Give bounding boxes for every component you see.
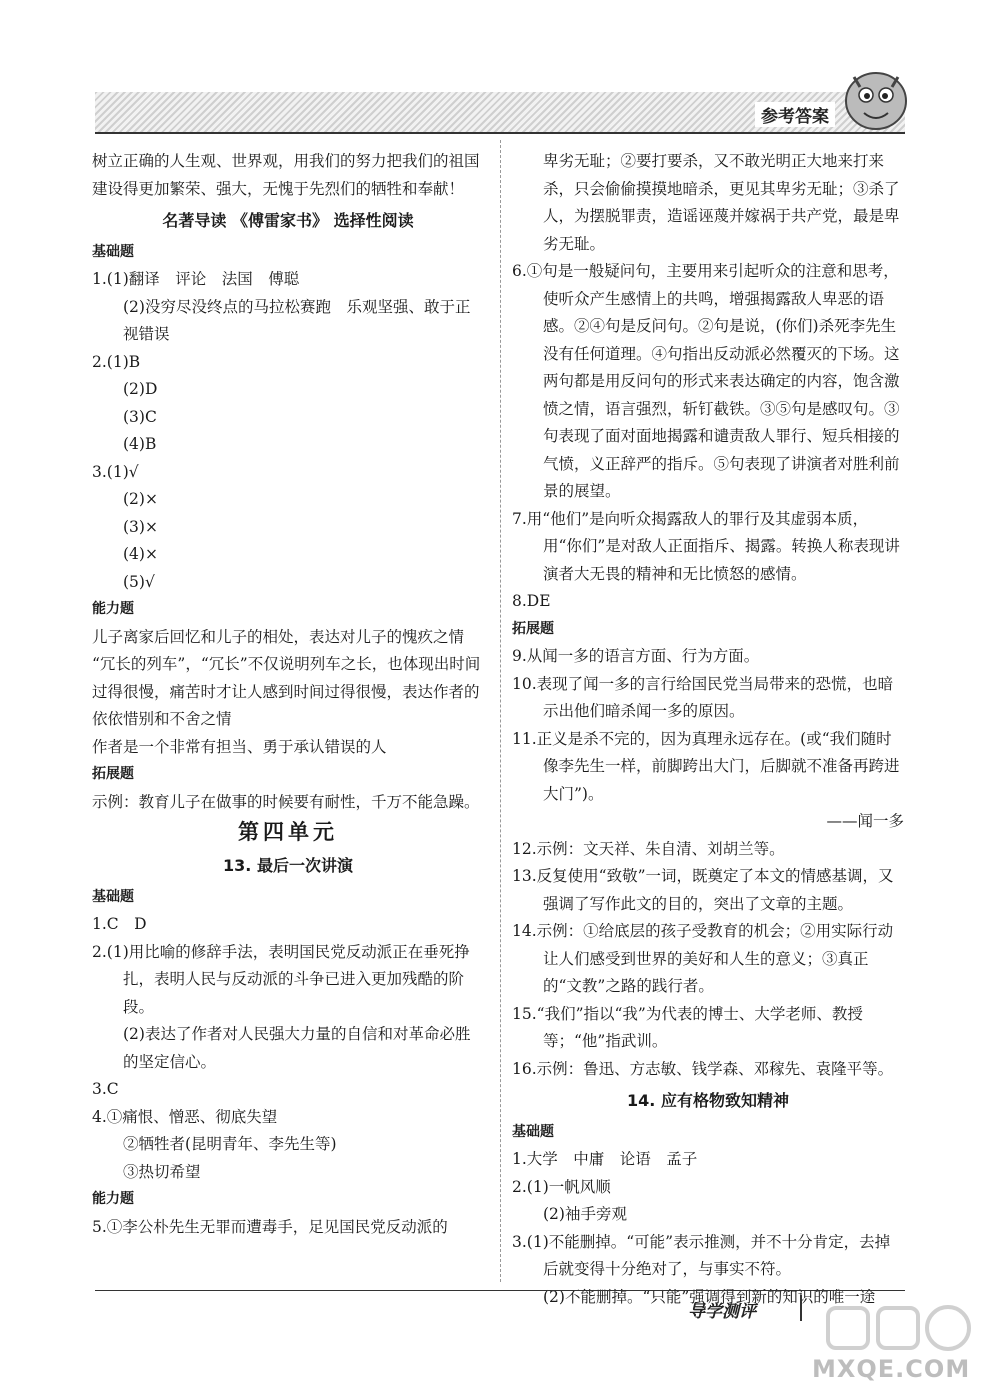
ability-answer-2: “冗长的列车”，“冗长”不仅说明列车之长，也体现出时间过得很慢，痛苦时才让人感到时间过得很慢，表达作者的依依惜别和不舍之情 <box>92 655 481 728</box>
lesson13-answer-1: 1.C D <box>92 915 147 933</box>
lesson14-answer-1: 1.大学 中庸 论语 孟子 <box>512 1150 698 1168</box>
section-label-ability-2: 能力题 <box>92 1191 134 1207</box>
lesson13-answer-5: 5.①李公朴先生无罪而遭毒手，足见国民党反动派的 <box>92 1217 448 1236</box>
section-label-basic-2: 基础题 <box>92 888 134 905</box>
ability-answer-1: 儿子离家后回忆和儿子的相处，表达对儿子的愧疚之情 <box>92 627 465 646</box>
lesson14-answer-2-2: (2)袖手旁观 <box>543 1205 627 1223</box>
lesson13-answer-6: 6.①句是一般疑问句，主要用来引起听众的注意和思考，使听众产生感情上的共鸣，增强揭露敌人卑恶的语感。②④句是反问句。②句是说，(你们)杀死李先生没有任何道理。④句指出反动派必然覆灭的下场。这两句都是用反问句的形式来表达确定的内容，饱含激愤之情，语言强烈，斩钉截铁。③⑤句是感叹句。③句表现了面对面地揭露和谴责敌人罪行、短兵相接的气愤，义正辞严的指斥。⑤句表现了讲演者对胜利前景的展望。 <box>512 262 900 500</box>
section-label-basic: 基础题 <box>92 243 134 260</box>
answer-2-3: (3)C <box>123 407 157 426</box>
lesson13-answer-13: 13.反复使用“致敬”一词，既奠定了本文的情感基调，又强调了写作此文的目的，突出了文章的主题。 <box>512 867 894 913</box>
unit-title: 第四单元 <box>238 819 338 844</box>
lesson13-answer-2-2: (2)表达了作者对人民强大力量的自信和对革命必胜的坚定信心。 <box>123 1025 471 1071</box>
answer-2-2: (2)D <box>123 380 158 398</box>
lesson14-answer-3-2: (2)不能删掉。“只能”强调得到新的知识的唯一途 <box>543 1287 876 1306</box>
lesson13-answer-4-1: 4.①痛恨、憎恶、彻底失望 <box>92 1107 278 1126</box>
lesson13-answer-16: 16.示例：鲁迅、方志敏、钱学森、邓稼先、袁隆平等。 <box>512 1059 894 1078</box>
footer-separator <box>800 1295 802 1321</box>
section-label-ability: 能力题 <box>92 601 134 617</box>
lesson13-answer-15: 15.“我们”指以“我”为代表的博士、大学老师、教授等；“他”指武训。 <box>512 1004 863 1050</box>
lesson13-answer-12: 12.示例：文天祥、朱自清、刘胡兰等。 <box>512 839 785 858</box>
column-divider <box>500 140 501 1282</box>
lesson13-answer-5-cont: 卑劣无耻；②要打要杀，又不敢光明正大地来打来杀，只会偷偷摸摸地暗杀，更见其卑劣无耻；③杀了人，为摆脱罪责，造谣诬蔑并嫁祸于共产党，最是卑劣无耻。 <box>543 152 900 253</box>
answer-3-2: (2)× <box>123 490 158 508</box>
lesson14-answer-3-1: 3.(1)不能删掉。“可能”表示推测，并不十分肯定，去掉后就变得十分绝对了，与事实不符。 <box>512 1232 891 1278</box>
page-header-band <box>95 92 905 134</box>
reading-section-title: 名著导读 《傅雷家书》 选择性阅读 <box>162 211 414 230</box>
quote-attribution: ——闻一多 <box>826 812 904 830</box>
lesson13-answer-4-2: ②牺牲者(昆明青年、李先生等) <box>123 1135 337 1153</box>
left-column <box>92 148 484 1241</box>
answer-3-3: (3)× <box>123 517 158 536</box>
ability-answer-3: 作者是一个非常有担当、勇于承认错误的人 <box>92 737 387 756</box>
answer-3-1: 3.(1)√ <box>92 462 139 481</box>
lesson13-answer-14: 14.示例：①给底层的孩子受教育的机会；②用实际行动让人们感受到世界的美好和人生的意义；③真正的“文教”之路的践行者。 <box>512 922 894 995</box>
answer-1-1: 1.(1)翻译 评论 法国 傅聪 <box>92 270 300 288</box>
answer-3-5: (5)√ <box>123 572 155 591</box>
answer-2-4: (4)B <box>123 435 157 453</box>
lesson-13-title: 13. 最后一次讲演 <box>223 856 353 875</box>
page-header-title: 参考答案 <box>755 102 835 127</box>
watermark-text: MXQE.COM <box>812 1355 971 1383</box>
section-label-extension: 拓展题 <box>92 766 134 782</box>
section-label-extension-2: 拓展题 <box>512 620 554 637</box>
mascot-icon <box>836 65 916 135</box>
answer-3-4: (4)× <box>123 545 158 563</box>
lesson13-answer-3: 3.C <box>92 1080 119 1098</box>
section-label-basic-3: 基础题 <box>512 1123 554 1140</box>
answer-1-2: (2)没穷尽没终点的马拉松赛跑 乐观坚强、敢于正视错误 <box>123 297 471 343</box>
lesson14-answer-2-1: 2.(1)一帆风顺 <box>512 1177 611 1196</box>
footer-brand: 导学测评 <box>688 1302 756 1322</box>
footer-rule <box>95 1290 905 1291</box>
lesson13-answer-10: 10.表现了闻一多的言行给国民党当局带来的恐慌，也暗示出他们暗杀闻一多的原因。 <box>512 674 894 720</box>
lesson13-answer-4-3: ③热切希望 <box>123 1162 201 1181</box>
lesson13-answer-2-1: 2.(1)用比喻的修辞手法，表明国民党反动派正在垂死挣扎，表明人民与反动派的斗争已进入更加残酷的阶段。 <box>92 942 470 1016</box>
intro-paragraph: 树立正确的人生观、世界观，用我们的努力把我们的祖国建设得更加繁荣、强大，无愧于先烈们的牺牲和奉献！ <box>92 152 480 198</box>
answer-2-1: 2.(1)B <box>92 352 141 371</box>
lesson13-answer-11: 11.正义是杀不完的，因为真理永远存在。(或“我们随时像李先生一样，前脚跨出大门，后脚就不准备再跨进大门”)。 <box>512 729 900 803</box>
lesson13-answer-7: 7.用“他们”是向听众揭露敌人的罪行及其虚弱本质，用“你们”是对敌人正面指斥、揭露。转换人称表现讲演者大无畏的精神和无比愤怒的感情。 <box>512 509 900 583</box>
extension-answer-1: 示例：教育儿子在做事的时候要有耐性，千万不能急躁。 <box>92 792 480 811</box>
lesson13-answer-8: 8.DE <box>512 592 551 610</box>
lesson-14-title: 14. 应有格物致知精神 <box>627 1091 789 1110</box>
lesson13-answer-9: 9.从闻一多的语言方面、行为方面。 <box>512 647 760 665</box>
right-column <box>512 148 904 1311</box>
